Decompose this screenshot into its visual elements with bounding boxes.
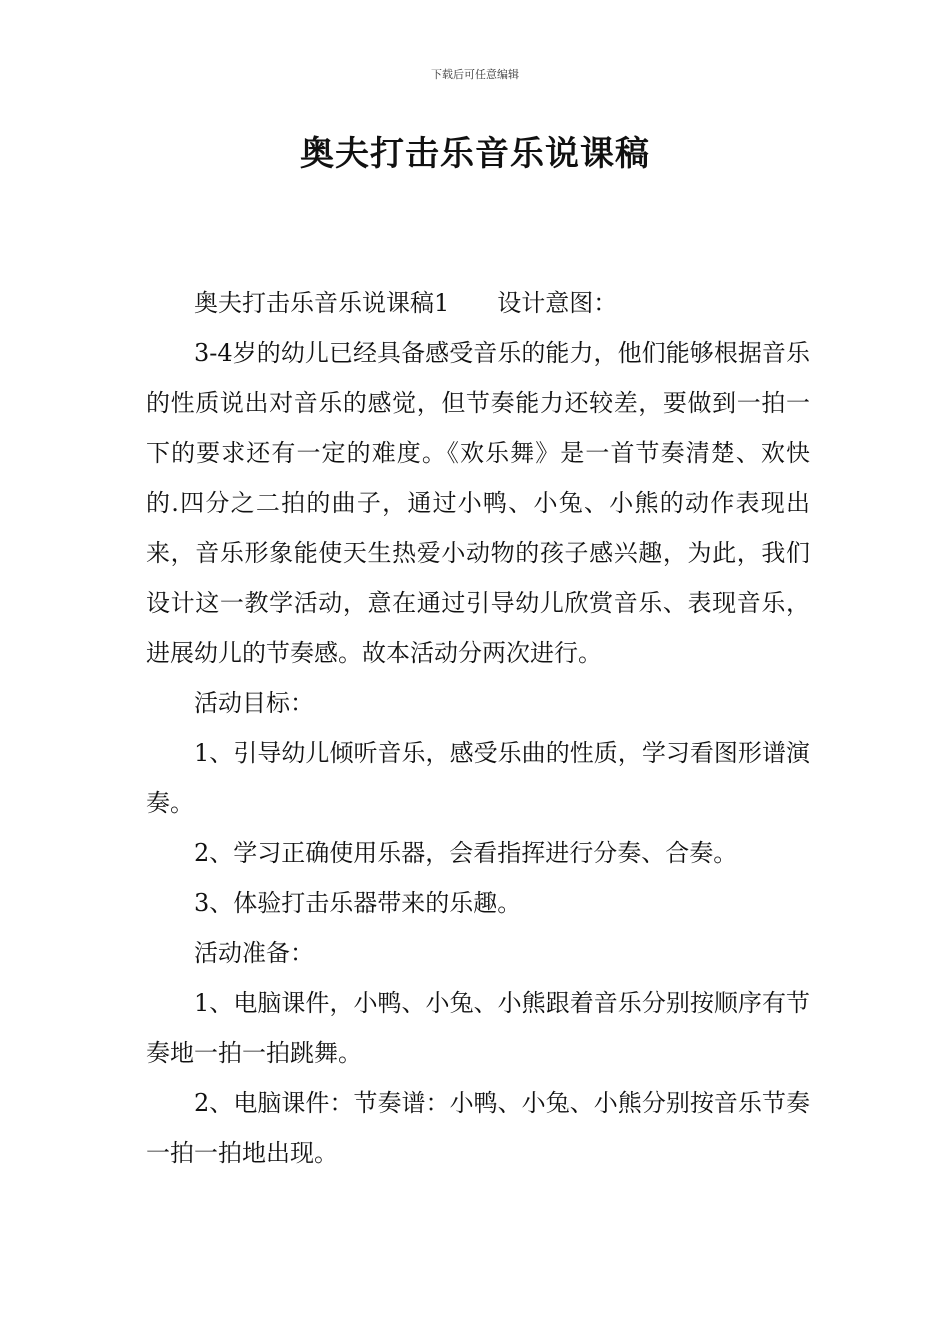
document-body — [146, 278, 810, 1178]
header-note: 下载后可任意编辑 — [431, 68, 519, 81]
paragraph-intro-heading: 奥夫打击乐音乐说课稿1 设计意图： — [194, 289, 618, 317]
paragraph-prep-2: 2、电脑课件：节奏谱：小鸭、小兔、小熊分别按音乐节奏一拍一拍地出现。 — [146, 1089, 810, 1167]
paragraph-prep-1: 1、电脑课件，小鸭、小兔、小熊跟着音乐分别按顺序有节奏地一拍一拍跳舞。 — [146, 989, 810, 1067]
document-title: 奥夫打击乐音乐说课稿 — [300, 134, 650, 174]
paragraph-goal-2: 2、学习正确使用乐器，会看指挥进行分奏、合奏。 — [194, 839, 738, 867]
paragraph-goals-heading: 活动目标： — [194, 689, 314, 717]
paragraph-goal-3: 3、体验打击乐器带来的乐趣。 — [194, 889, 522, 917]
paragraph-prep-heading: 活动准备： — [194, 939, 314, 967]
paragraph-design-intent: 3-4岁的幼儿已经具备感受音乐的能力，他们能够根据音乐的性质说出对音乐的感觉，但节奏能力还较差，要做到一拍一下的要求还有一定的难度。《欢乐舞》是一首节奏清楚、欢快的.四分之二拍的曲子，通过小鸭、小兔、小熊的动作表现出来，音乐形象能使天生热爱小动物的孩子感兴趣，为此，我们设计这一教学活动，意在通过引导幼儿欣赏音乐、表现音乐，进展幼儿的节奏感。故本活动分两次进行。 — [146, 339, 810, 667]
paragraph-goal-1: 1、引导幼儿倾听音乐，感受乐曲的性质，学习看图形谱演奏。 — [146, 739, 810, 817]
